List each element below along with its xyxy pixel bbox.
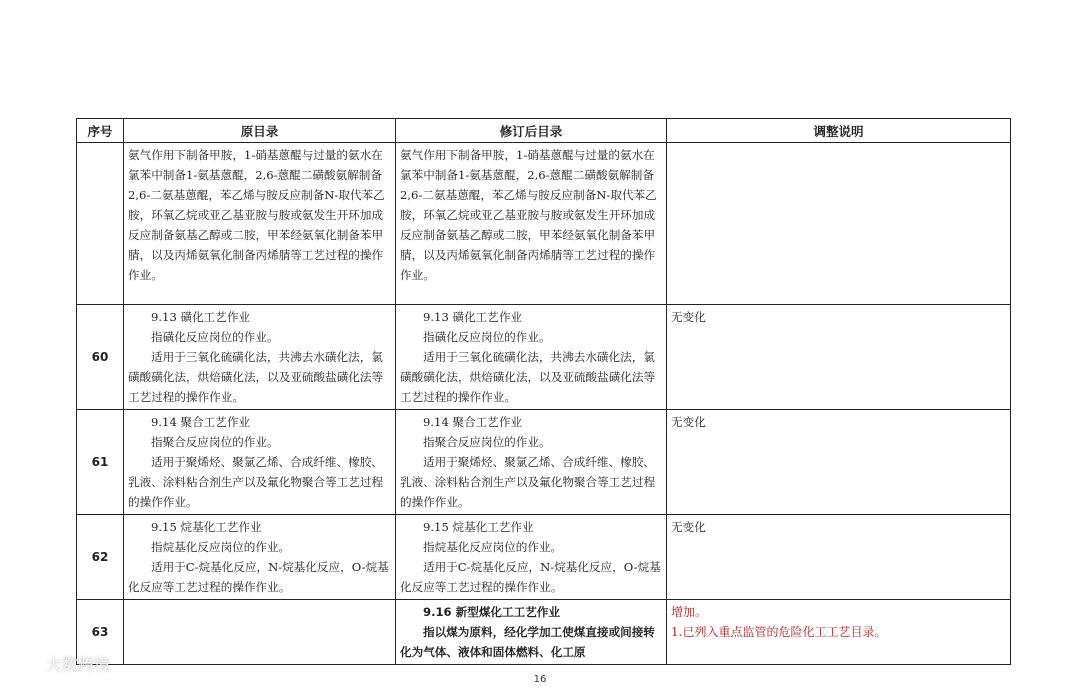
table-row — [77, 305, 1011, 410]
original-item-scope: 适用于C-烷基化反应，N-烷基化反应，O-烷基化反应等工艺过程的操作作业。 — [128, 560, 389, 594]
note-text: 无变化 — [671, 520, 706, 534]
revised-item-definition: 指烷基化反应岗位的作业。 — [423, 540, 563, 554]
watermark-text: 大数跨境 — [46, 655, 111, 674]
revised-text: 氨气作用下制备甲胺，1-硝基蒽醌与过量的氨水在氯苯中制备1-氨基蒽醌，2,6-蒽醌二磺酸氨解制备2,6-二氨基蒽醌，苯乙烯与胺反应制备N-取代苯乙胺，环氧乙烷或亚乙基亚胺与胺或氨发生开环加成反应制备氨基乙醇或二胺，甲苯经氨氧化制备苯甲腈，以及丙烯氨氧化制备丙烯腈等工艺过程的操作作业。 — [400, 148, 657, 282]
original-text: 氨气作用下制备甲胺，1-硝基蒽醌与过量的氨水在氯苯中制备1-氨基蒽醌，2,6-蒽醌二磺酸氨解制备2,6-二氨基蒽醌，苯乙烯与胺反应制备N-取代苯乙胺，环氧乙烷或亚乙基亚胺与胺或氨发生开环加成反应制备氨基乙醇或二胺，甲苯经氨氧化制备苯甲腈，以及丙烯氨氧化制备丙烯腈等工艺过程的操作作业。 — [128, 148, 385, 282]
note-cell — [667, 410, 1011, 515]
note-cell — [667, 600, 1011, 665]
revised-cell — [396, 600, 667, 665]
original-cell — [124, 410, 396, 515]
table-header-row — [77, 119, 1011, 143]
table-row — [77, 600, 1011, 665]
revised-cell — [396, 143, 667, 305]
note-text: 无变化 — [671, 415, 706, 429]
revised-item-title: 9.13 磺化工艺作业 — [423, 310, 523, 324]
revised-item-definition: 指聚合反应岗位的作业。 — [423, 435, 551, 449]
original-item-scope: 适用于聚烯烃、聚氯乙烯、合成纤维、橡胶、乳液、涂料粘合剂生产以及氟化物聚合等工艺过程的操作作业。 — [128, 455, 384, 509]
row-number: 61 — [77, 410, 124, 515]
header-original: 原目录 — [124, 119, 396, 143]
watermark — [12, 652, 110, 675]
revised-item-title: 9.16 新型煤化工工艺作业 — [423, 605, 560, 619]
header-note: 调整说明 — [667, 119, 1011, 143]
note-cell — [667, 143, 1011, 305]
revised-item-scope: 适用于三氧化硫磺化法，共沸去水磺化法，氯磺酸磺化法，烘焙磺化法，以及亚硫酸盐磺化法等工艺过程的操作作业。 — [400, 350, 656, 404]
original-cell — [124, 600, 396, 665]
note-added: 增加。 — [671, 605, 708, 619]
note-cell — [667, 305, 1011, 410]
original-item-title: 9.14 聚合工艺作业 — [151, 415, 251, 429]
header-revised: 修订后目录 — [396, 119, 667, 143]
revised-item-definition: 指磺化反应岗位的作业。 — [423, 330, 551, 344]
table-row — [77, 410, 1011, 515]
revised-cell — [396, 305, 667, 410]
original-cell — [124, 143, 396, 305]
original-item-title: 9.13 磺化工艺作业 — [151, 310, 251, 324]
revised-item-scope: 适用于聚烯烃、聚氯乙烯、合成纤维、橡胶、乳液、涂料粘合剂生产以及氟化物聚合等工艺过程的操作作业。 — [400, 455, 656, 509]
revised-item-title: 9.14 聚合工艺作业 — [423, 415, 523, 429]
revised-item-title: 9.15 烷基化工艺作业 — [423, 520, 534, 534]
header-seq: 序号 — [77, 119, 124, 143]
row-number — [77, 143, 124, 305]
revised-item-definition: 指以煤为原料，经化学加工使煤直接或间接转化为气体、液体和固体燃料、化工原 — [400, 625, 655, 659]
row-number: 60 — [77, 305, 124, 410]
revised-cell — [396, 515, 667, 600]
table-row — [77, 143, 1011, 305]
original-item-definition: 指磺化反应岗位的作业。 — [151, 330, 279, 344]
original-item-definition: 指烷基化反应岗位的作业。 — [151, 540, 291, 554]
row-number: 62 — [77, 515, 124, 600]
revised-item-scope: 适用于C-烷基化反应，N-烷基化反应，O-烷基化反应等工艺过程的操作作业。 — [400, 560, 661, 594]
page-number: 16 — [533, 674, 547, 685]
table-row — [77, 515, 1011, 600]
original-cell — [124, 515, 396, 600]
catalog-revision-table — [76, 118, 1011, 665]
original-item-title: 9.15 烷基化工艺作业 — [151, 520, 262, 534]
original-item-definition: 指聚合反应岗位的作业。 — [151, 435, 279, 449]
note-reason: 1.已列入重点监管的危险化工工艺目录。 — [671, 625, 887, 639]
row-number: 63 — [77, 600, 124, 665]
note-text: 无变化 — [671, 310, 706, 324]
note-cell — [667, 515, 1011, 600]
watermark-logo-icon — [12, 653, 42, 675]
original-cell — [124, 305, 396, 410]
revised-cell — [396, 410, 667, 515]
original-item-scope: 适用于三氧化硫磺化法，共沸去水磺化法，氯磺酸磺化法，烘焙磺化法，以及亚硫酸盐磺化法等工艺过程的操作作业。 — [128, 350, 384, 404]
